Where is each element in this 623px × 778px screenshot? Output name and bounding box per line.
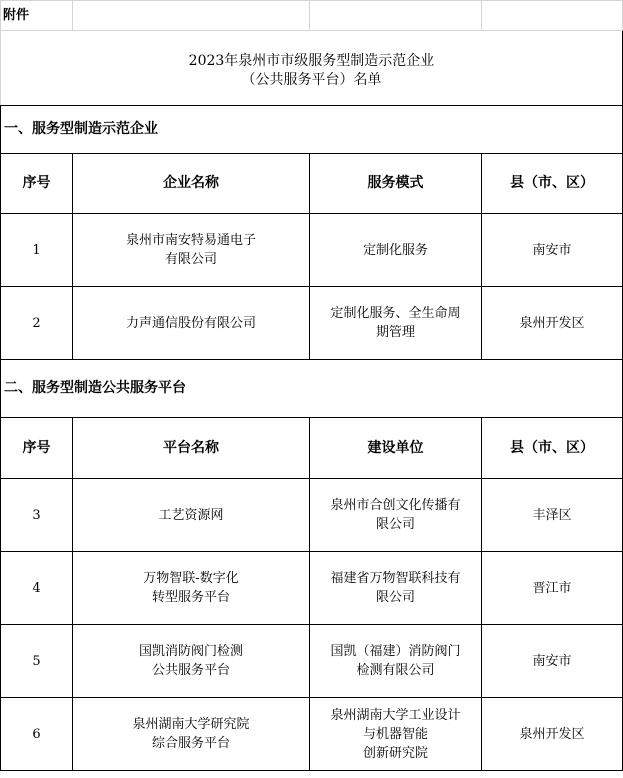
row-number: 6 (1, 698, 73, 771)
platform-name-line: 国凯消防阀门检测 (138, 644, 243, 659)
table-row (1, 625, 623, 698)
platform-name-line: 工艺资源网 (158, 507, 224, 523)
service-mode (310, 214, 482, 287)
table-row (1, 552, 623, 625)
platform-name-line: 泉州湖南大学研究院 (132, 717, 250, 732)
column-header-no: 序号 (1, 154, 73, 214)
builder-unit-line: 限公司 (375, 517, 415, 532)
service-mode-line: 定制化服务 (362, 242, 428, 258)
empty-cell (73, 1, 310, 31)
section-2-heading: 二、服务型制造公共服务平台 (1, 360, 623, 418)
county: 南安市 (482, 214, 623, 287)
county: 晋江市 (482, 552, 623, 625)
builder-unit-line: 国凯（福建）消防阀门 (330, 644, 461, 659)
table-row (1, 479, 623, 552)
service-mode (310, 287, 482, 360)
county: 泉州开发区 (482, 287, 623, 360)
company-name (73, 287, 310, 360)
title-line-1: 2023年泉州市市级服务型制造示范企业 (188, 53, 435, 69)
builder-unit-line: 泉州湖南大学工业设计 (330, 707, 461, 723)
column-header-platform-name: 平台名称 (73, 418, 310, 479)
platform-name (73, 552, 310, 625)
builder-unit-line: 泉州市合创文化传播有 (330, 498, 461, 513)
column-header-builder: 建设单位 (310, 418, 482, 479)
company-name-line: 力声通信股份有限公司 (125, 315, 256, 331)
column-header-county: 县（市、区） (482, 418, 623, 479)
builder-unit (310, 625, 482, 698)
builder-unit-line: 与机器智能 (362, 726, 428, 742)
builder-unit (310, 698, 482, 771)
attachment-label: 附件 (1, 1, 73, 31)
section-1-heading: 一、服务型制造示范企业 (1, 106, 623, 154)
platform-name (73, 625, 310, 698)
platform-name-line: 公共服务平台 (151, 663, 230, 678)
service-mode-line: 期管理 (375, 325, 415, 340)
company-name (73, 214, 310, 287)
column-header-county: 县（市、区） (482, 154, 623, 214)
row-number: 1 (1, 214, 73, 287)
column-header-company-name: 企业名称 (73, 154, 310, 214)
service-mode-line: 定制化服务、全生命周 (330, 306, 461, 321)
company-name-line: 有限公司 (164, 252, 217, 267)
builder-unit-line: 限公司 (375, 590, 415, 605)
platform-name-line: 综合服务平台 (151, 736, 230, 751)
column-header-no: 序号 (1, 418, 73, 479)
platform-name-line: 万物智联-数字化 (143, 571, 239, 586)
county: 泉州开发区 (482, 698, 623, 771)
platform-name (73, 698, 310, 771)
county: 丰泽区 (482, 479, 623, 552)
platform-name (73, 479, 310, 552)
row-number: 2 (1, 287, 73, 360)
table-row (1, 698, 623, 771)
builder-unit (310, 552, 482, 625)
empty-cell (482, 1, 623, 31)
document-title (1, 31, 623, 106)
empty-cell (310, 1, 482, 31)
row-number: 5 (1, 625, 73, 698)
row-number: 4 (1, 552, 73, 625)
builder-unit (310, 479, 482, 552)
builder-unit-line: 创新研究院 (362, 745, 428, 761)
column-header-service-mode: 服务模式 (310, 154, 482, 214)
table-row (1, 287, 623, 360)
company-name-line: 泉州市南安特易通电子 (125, 233, 256, 248)
county: 南安市 (482, 625, 623, 698)
builder-unit-line: 检测有限公司 (356, 663, 435, 678)
title-line-2: （公共服务平台）名单 (241, 72, 382, 88)
row-number: 3 (1, 479, 73, 552)
table-row (1, 214, 623, 287)
platform-name-line: 转型服务平台 (151, 590, 230, 605)
builder-unit-line: 福建省万物智联科技有 (330, 571, 461, 586)
